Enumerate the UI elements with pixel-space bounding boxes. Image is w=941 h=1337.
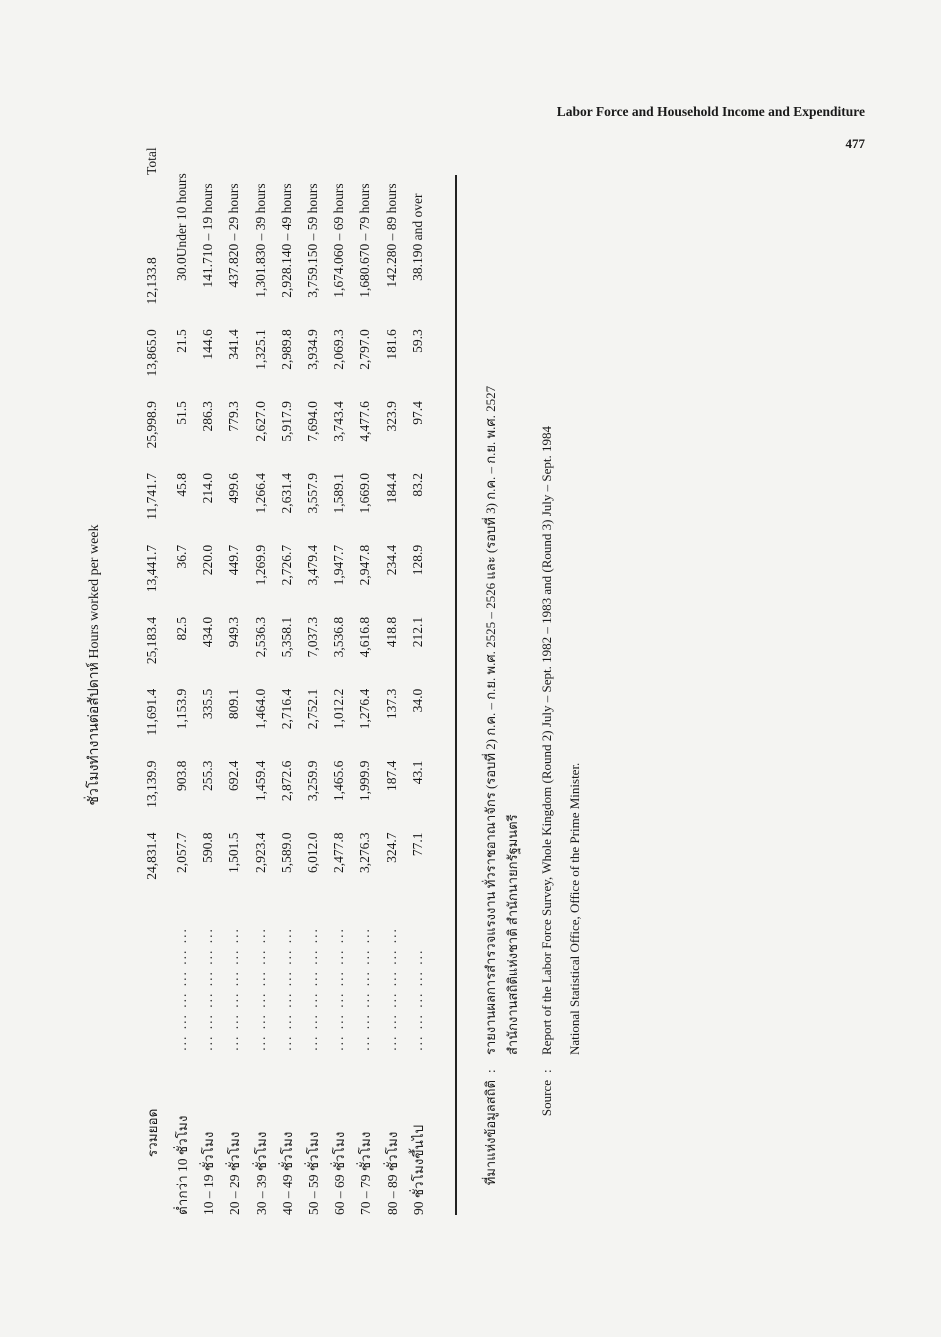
row-value: 1,947.7 [331,544,347,586]
row-value: 128.9 [409,544,425,576]
row-value: 286.3 [200,401,216,432]
row-value: 3,479.4 [305,544,321,586]
row-value: 97.4 [409,401,425,425]
row-value: 335.5 [200,688,216,720]
row-value: 3,259.9 [305,760,321,802]
row-leader-dots: ... ... ... ... ... ... [357,927,373,1051]
row-label-thai: 30 – 39 ชั่วโมง [253,1131,269,1215]
running-header-title: Labor Force and Household Income and Expenditure [556,104,865,119]
row-label-english: 70 – 79 hours [357,183,373,258]
row-value: 1,674.0 [331,257,347,298]
table-row [274,65,300,1215]
row-leader-dots: ... ... ... ... ... ... [383,927,399,1051]
row-value: 2,627.0 [252,401,268,442]
row-value: 2,726.7 [278,544,294,586]
thai-source-line-2: สำนักงานสถิติแห่งชาติ สำนักนายกรัฐมนตรี [505,814,520,1055]
row-value: 5,917.9 [278,401,294,442]
row-value: 2,923.4 [252,832,268,874]
dots-column-spacer [135,904,169,1050]
row-value: 2,716.4 [278,688,294,730]
row-value: 1,459.4 [252,760,268,802]
row-value: 2,477.8 [331,832,347,874]
row-label-thai: 20 – 29 ชั่วโมง [227,1131,243,1215]
row-value: 1,266.4 [252,473,268,514]
row-value: 779.3 [226,401,242,432]
row-leader-dots: ... ... ... ... ... ... [226,927,242,1051]
row-value: 59.3 [409,329,425,353]
row-value: 2,947.8 [357,544,373,586]
thai-source-line-1: รายงานผลการสำรวจแรงงาน ทั่วราชอาณาจักร (รอบที่ 2) ก.ค. – ก.ย. พ.ศ. 2525 – 2526 และ (รอบที่ 3) ก.ค. – ก.ย. พ.ศ. 2527 [483,385,498,1055]
row-label-thai: ต่ำกว่า 10 ชั่วโมง [175,1115,191,1215]
row-value: 2,989.8 [278,329,294,370]
row-value: 1,669.0 [357,473,373,514]
column-total: 11,741.7 [144,473,159,520]
row-value: 3,743.4 [331,401,347,442]
column-total: 13,139.9 [144,760,159,808]
row-value: 184.4 [383,473,399,504]
row-value: 6,012.0 [305,832,321,874]
row-leader-dots: ... ... ... ... ... ... [174,927,190,1051]
english-source-line-1: Report of the Labor Force Survey, Whole Kingdom (Round 2) July – Sept. 1982 – 1983 and (Round 3) July – Sept. 1984 [539,426,554,1055]
row-value: 82.5 [174,616,190,641]
row-leader-dots: ... ... ... ... ... ... [252,927,268,1051]
row-value: 2,752.1 [305,688,321,730]
thai-source-row [480,115,502,1215]
row-label-english: 10 – 19 hours [200,183,216,258]
row-value: 34.0 [409,688,425,713]
total-column-header: Total [144,147,159,175]
thai-source-label: ที่มาแห่งข้อมูลสถิติ [483,1080,498,1186]
row-value: 83.2 [409,473,425,497]
row-value: 51.5 [174,401,190,425]
row-value: 2,631.4 [278,473,294,514]
table-row [379,65,405,1215]
row-value: 187.4 [383,760,399,791]
row-value: 30.0 [174,257,190,281]
row-label-english: 50 – 59 hours [305,183,321,258]
row-value: 1,269.9 [252,544,268,586]
row-value: 1,999.9 [357,760,373,802]
row-label-thai: 10 – 19 ชั่วโมง [201,1131,217,1215]
row-value: 2,057.7 [174,832,190,874]
row-value: 43.1 [409,760,425,785]
english-source-row-2 [564,115,586,1215]
row-value: 2,872.6 [278,760,294,802]
row-leader-dots: ... ... ... ... ... [409,948,425,1051]
row-value: 45.8 [174,473,190,497]
row-value: 7,694.0 [305,401,321,442]
row-label-english: Under 10 hours [174,173,190,258]
row-value: 1,153.9 [174,688,190,730]
row-value: 4,616.8 [357,616,373,658]
row-value: 255.3 [200,760,216,791]
row-label-thai: 60 – 69 ชั่วโมง [332,1131,348,1215]
rotated-table-page [60,65,780,1215]
row-label-english: 30 – 39 hours [252,183,268,258]
row-value: 323.9 [383,401,399,432]
row-value: 77.1 [409,832,425,857]
row-value: 903.8 [174,760,190,791]
table-row [300,65,326,1215]
row-leader-dots: ... ... ... ... ... ... [278,927,294,1051]
row-leader-dots: ... ... ... ... ... ... [200,927,216,1051]
thai-source-row-2 [502,115,524,1215]
english-source-line-2: National Statistical Office, Office of the Prime Minister. [567,762,582,1055]
table-row [248,65,274,1215]
separator-line [455,175,457,1215]
row-leader-dots: ... ... ... ... ... ... [331,927,347,1051]
row-value: 4,477.6 [357,401,373,442]
label-column-header: รวมยอด [145,1108,160,1158]
column-total: 12,133.8 [144,257,159,305]
row-value: 2,928.1 [278,257,294,298]
row-value: 214.0 [200,473,216,504]
row-value: 181.6 [383,329,399,360]
source-notes [480,115,586,1215]
row-value: 1,301.8 [252,257,268,298]
column-total: 13,865.0 [144,329,159,377]
row-value: 1,589.1 [331,473,347,514]
row-value: 1,465.6 [331,760,347,802]
english-source-label: Source [539,1080,554,1117]
row-label-english: 20 – 29 hours [226,183,242,258]
row-value: 1,680.6 [357,257,373,298]
row-label-english: 80 – 89 hours [383,183,399,258]
row-label-english: 60 – 69 hours [331,183,347,258]
row-value: 21.5 [174,329,190,353]
column-total: 24,831.4 [144,832,159,880]
column-total: 25,998.9 [144,401,159,449]
row-value: 437.8 [226,257,242,288]
row-value: 449.7 [226,544,242,576]
row-label-english: 90 and over [409,193,425,258]
row-value: 1,012.2 [331,688,347,730]
row-value: 234.4 [383,544,399,576]
row-label-thai: 70 – 79 ชั่วโมง [358,1131,374,1215]
table-row [405,65,431,1215]
row-value: 5,358.1 [278,616,294,658]
row-value: 3,557.9 [305,473,321,514]
row-value: 212.1 [409,616,425,648]
row-value: 434.0 [200,616,216,648]
row-value: 1,501.5 [226,832,242,874]
table-row [169,65,195,1215]
row-value: 949.3 [226,616,242,648]
hours-worked-table [135,65,431,1215]
row-label-english: 40 – 49 hours [278,183,294,258]
row-value: 590.8 [200,832,216,863]
row-value: 141.7 [200,257,216,288]
row-value: 692.4 [226,760,242,791]
english-source-colon: : [539,1069,554,1073]
row-leader-dots: ... ... ... ... ... ... [305,927,321,1051]
column-total: 11,691.4 [144,688,159,736]
row-label-thai: 80 – 89 ชั่วโมง [384,1131,400,1215]
row-value: 418.8 [383,616,399,648]
thai-source-colon: : [483,1069,498,1073]
row-value: 36.7 [174,544,190,569]
row-value: 3,276.3 [357,832,373,874]
row-value: 7,037.3 [305,616,321,658]
row-value: 2,536.3 [252,616,268,658]
row-value: 1,464.0 [252,688,268,730]
row-value: 324.7 [383,832,399,863]
row-value: 2,069.3 [331,329,347,370]
row-value: 137.3 [383,688,399,720]
page-number: 477 [845,136,865,151]
table-row [352,65,378,1215]
column-total: 25,183.4 [144,616,159,665]
row-label-thai: 50 – 59 ชั่วโมง [306,1131,322,1215]
table-row [326,65,352,1215]
row-value: 341.4 [226,329,242,360]
row-value: 220.0 [200,544,216,576]
table-title: ชั่วโมงทำงานต่อสัปดาห์ Hours worked per week [87,524,102,806]
row-value: 144.6 [200,329,216,360]
row-value: 3,536.8 [331,616,347,658]
english-source-row [536,115,558,1215]
row-value: 499.6 [226,473,242,504]
row-label-thai: 40 – 49 ชั่วโมง [279,1131,295,1215]
row-value: 5,589.0 [278,832,294,874]
row-value: 142.2 [383,257,399,288]
row-value: 809.1 [226,688,242,720]
row-value: 38.1 [409,257,425,281]
table-header-row [135,65,169,1215]
row-value: 2,797.0 [357,329,373,370]
row-label-thai: 90 ชั่วโมงขึ้นไป [410,1124,426,1215]
table-row [195,65,221,1215]
table-row [221,65,247,1215]
row-value: 3,759.1 [305,257,321,298]
column-total: 13,441.7 [144,544,159,593]
row-value: 1,325.1 [252,329,268,370]
row-value: 3,934.9 [305,329,321,370]
row-value: 1,276.4 [357,688,373,730]
